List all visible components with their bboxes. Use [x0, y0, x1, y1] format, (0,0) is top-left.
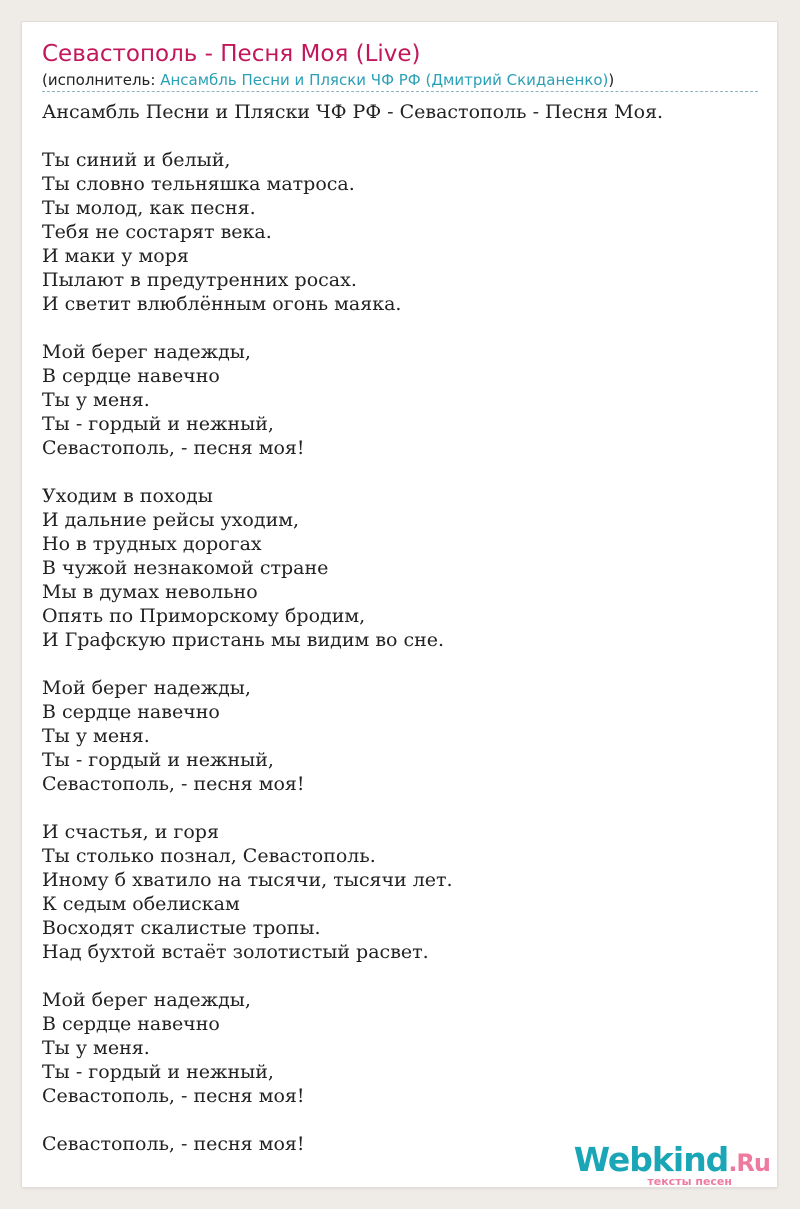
stanza — [42, 340, 663, 460]
song-title: Севастополь - Песня Моя (Live) — [42, 41, 421, 67]
stanza — [42, 148, 663, 316]
lyric-line: Ты - гордый и нежный, — [42, 413, 274, 435]
lyric-line: В сердце навечно — [42, 365, 220, 387]
lyric-line: Севастополь, - песня моя! — [42, 1085, 305, 1107]
stanza-gap — [42, 460, 663, 484]
stanza-gap — [42, 316, 663, 340]
stanza-gap — [42, 124, 663, 148]
lyric-line: Мой берег надежды, — [42, 341, 251, 363]
lyric-line: Ансамбль Песни и Пляски ЧФ РФ - Севастополь - Песня Моя. — [42, 101, 664, 123]
stanza-gap — [42, 796, 663, 820]
lyric-line: Мой берег надежды, — [42, 989, 251, 1011]
lyric-line: Ты - гордый и нежный, — [42, 749, 274, 771]
lyric-line: Пылают в предутренних росах. — [42, 269, 357, 291]
stanza — [42, 676, 663, 796]
stanza-gap — [42, 964, 663, 988]
lyric-line: И светит влюблённым огонь маяка. — [42, 293, 402, 315]
lyric-line: Ты у меня. — [42, 389, 150, 411]
lyric-line: Восходят скалистые тропы. — [42, 917, 321, 939]
site-logo[interactable] — [574, 1142, 770, 1188]
lyric-line: Мы в думах невольно — [42, 581, 258, 603]
lyric-line: Ты у меня. — [42, 725, 150, 747]
stanza — [42, 988, 663, 1108]
performer-link[interactable]: Ансамбль Песни и Пляски ЧФ РФ (Дмитрий Скиданенко) — [160, 71, 609, 89]
lyric-line: Ты у меня. — [42, 1037, 150, 1059]
logo-wordmark: Webkind — [573, 1140, 729, 1179]
logo-tld: .Ru — [728, 1149, 770, 1177]
stanza — [42, 1132, 663, 1156]
stanza-gap — [42, 1108, 663, 1132]
lyric-line: Ты синий и белый, — [42, 149, 231, 171]
lyric-line: Ты - гордый и нежный, — [42, 1061, 274, 1083]
lyric-line: Ты словно тельняшка матроса. — [42, 173, 355, 195]
lyric-line: Уходим в походы — [42, 485, 213, 507]
lyric-line: В чужой незнакомой стране — [42, 557, 329, 579]
lyric-line: Тебя не состарят века. — [42, 221, 272, 243]
performer-line — [42, 71, 758, 92]
lyrics-text — [42, 100, 663, 1156]
lyric-line: К седым обелискам — [42, 893, 240, 915]
stanza-gap — [42, 652, 663, 676]
lyric-line: Над бухтой встаёт золотистый расвет. — [42, 941, 429, 963]
lyric-line: Ты молод, как песня. — [42, 197, 256, 219]
stanza — [42, 100, 663, 124]
performer-suffix: ) — [608, 71, 615, 89]
logo-tagline: тексты песен — [647, 1175, 732, 1188]
lyric-line: И дальние рейсы уходим, — [42, 509, 300, 531]
performer-prefix: (исполнитель: — [42, 71, 161, 89]
lyric-line: В сердце навечно — [42, 1013, 220, 1035]
lyric-line: Ты столько познал, Севастополь. — [42, 845, 376, 867]
lyric-line: Севастополь, - песня моя! — [42, 773, 305, 795]
lyric-line: И Графскую пристань мы видим во сне. — [42, 629, 445, 651]
lyric-line: Иному б хватило на тысячи, тысячи лет. — [42, 869, 453, 891]
lyric-line: Севастополь, - песня моя! — [42, 1133, 305, 1155]
lyric-line: В сердце навечно — [42, 701, 220, 723]
lyric-line: Мой берег надежды, — [42, 677, 251, 699]
lyric-line: И маки у моря — [42, 245, 189, 267]
lyric-line: И счастья, и горя — [42, 821, 219, 843]
lyric-line: Но в трудных дорогах — [42, 533, 262, 555]
lyric-line: Опять по Приморскому бродим, — [42, 605, 366, 627]
stanza — [42, 820, 663, 964]
stanza — [42, 484, 663, 652]
lyric-line: Севастополь, - песня моя! — [42, 437, 305, 459]
